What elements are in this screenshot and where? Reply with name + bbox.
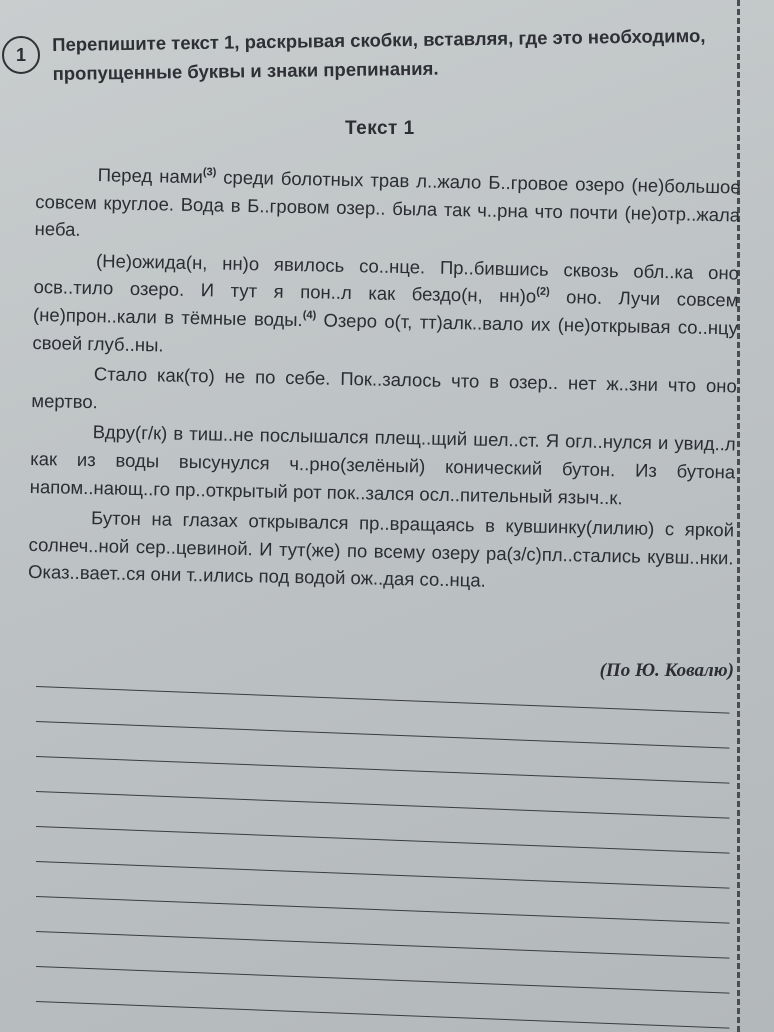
footnote-marker: (3) xyxy=(202,166,217,179)
paragraph-1 xyxy=(34,160,740,256)
answer-line[interactable] xyxy=(36,861,730,889)
answer-line[interactable] xyxy=(36,756,730,784)
answer-line[interactable] xyxy=(36,1001,730,1029)
paragraph-5 xyxy=(28,503,734,599)
answer-lines-area[interactable] xyxy=(36,680,730,1032)
paragraph-text: Озеро о(т, тт)алк..вало их (не)открывая со..нцу своей глуб..ны. xyxy=(32,309,739,356)
text-source: (По Ю. Ковалю) xyxy=(599,660,734,681)
answer-line[interactable] xyxy=(36,721,730,749)
footnote-marker: (4) xyxy=(302,309,317,322)
paragraph-text: среди болотных трав л..жало Б..гровое озеро (не)большое совсем круглое. Вода в Б..гровом озер.. была так ч..рна что почти (не)отр..жала неба. xyxy=(34,166,741,241)
paragraph-4 xyxy=(29,417,735,513)
paragraph-text: (Не)ожида(н, нн)о явилось со..нце. Пр..бившись сквозь обл..ка оно осв..тило озеро. И тут я пон..л как бездо(н, нн)о xyxy=(33,249,740,307)
paragraph-text: оно. Лучи совсем (не)прон..кали в тёмные воды. xyxy=(32,286,739,331)
footnote-marker: (2) xyxy=(536,286,550,299)
paragraph-text: Вдру(г/к) в тиш..не послышался плещ..щий шел..ст. Я огл..нулся и увид..л как из воды высунулся ч..рно(зелёный) конический бутон. Из бутона напом..нающ..го пр..открытый рот пок..зался осл..пительный языч..к. xyxy=(29,421,736,508)
answer-line[interactable] xyxy=(36,826,730,854)
answer-line[interactable] xyxy=(36,686,730,714)
exercise-text xyxy=(28,160,741,599)
answer-line[interactable] xyxy=(36,791,730,819)
answer-line[interactable] xyxy=(36,931,730,959)
answer-line[interactable] xyxy=(36,966,730,994)
task-instruction: Перепишите текст 1, раскрывая скобки, вставляя, где это необходимо, пропущенные буквы и знаки препинания. xyxy=(52,24,706,84)
text-title: Текст 1 xyxy=(345,118,415,139)
answer-line[interactable] xyxy=(36,896,730,924)
cut-line xyxy=(737,0,740,1032)
paragraph-text: Стало как(то) не по себе. Пок..залось что в озер.. нет ж..зни что оно мертво. xyxy=(31,363,737,412)
paragraph-3 xyxy=(31,359,737,428)
paragraph-text: Бутон на глазах открывался пр..вращаясь в кувшинку(лилию) с яркой солнеч..ной сер..цевиной. И тут(же) по всему озеру ра(з/с)пл..стались кувш..нки. Оказ..вает..ся они т..ились под водой ож..дая со..нца. xyxy=(27,507,735,592)
task-number-badge: 1 xyxy=(2,36,40,74)
paragraph-2 xyxy=(32,246,739,370)
paragraph-text: Перед нами xyxy=(97,164,204,188)
